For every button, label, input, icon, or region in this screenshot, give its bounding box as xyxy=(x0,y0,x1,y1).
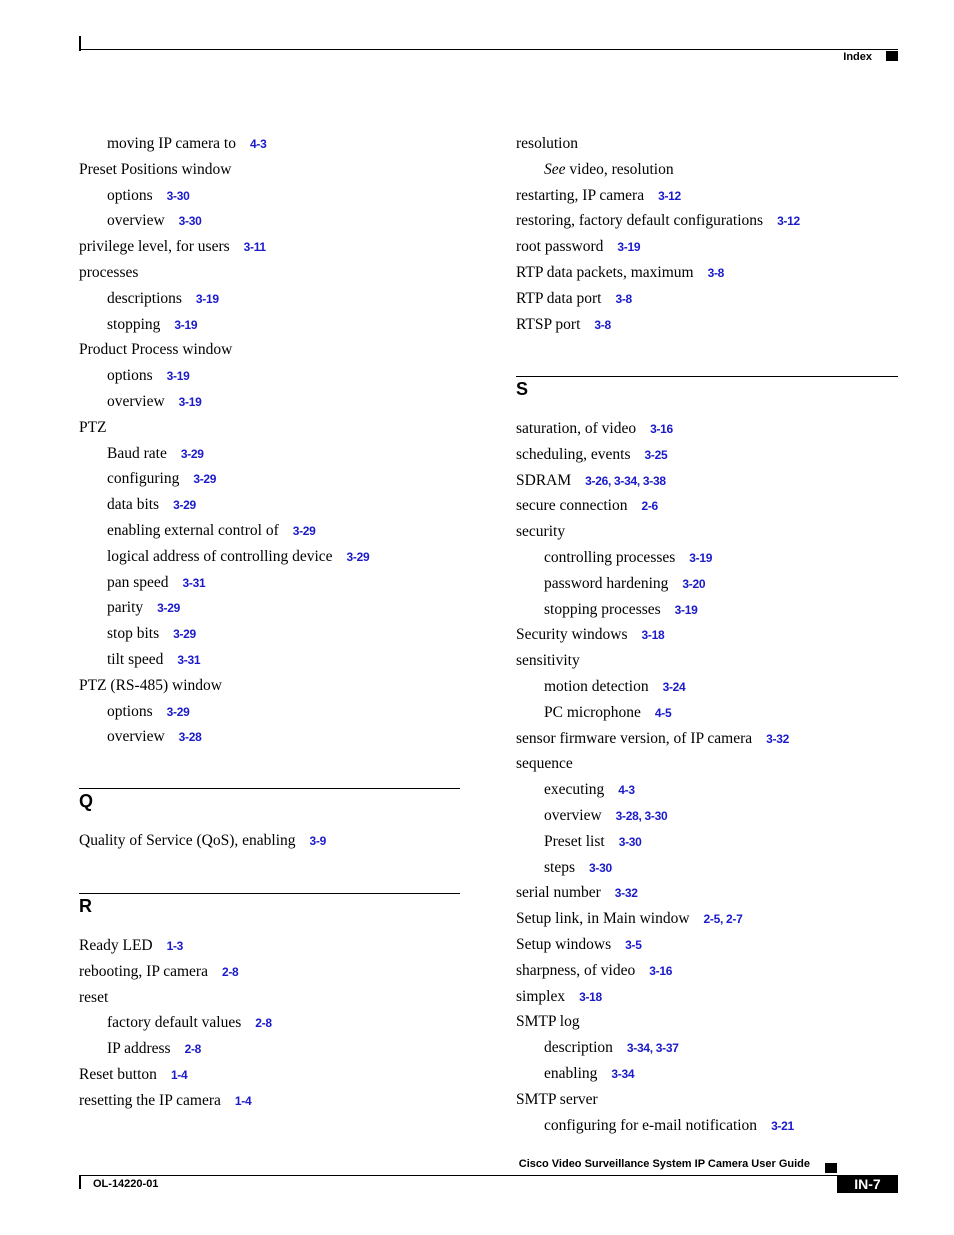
page-reference-link[interactable]: 3-9 xyxy=(309,834,326,848)
page-reference-link[interactable]: 2-8 xyxy=(255,1016,272,1031)
page-reference-link[interactable]: 3-28, 3-30 xyxy=(615,809,668,823)
index-term: privilege level, for users xyxy=(79,238,230,256)
index-entry xyxy=(79,418,107,438)
index-subentry xyxy=(107,315,197,335)
page-reference-link[interactable]: 3-19 xyxy=(178,395,202,409)
index-term: resetting the IP camera xyxy=(79,1091,221,1109)
index-term: tilt speed xyxy=(107,651,164,668)
index-term: Quality of Service (QoS), enabling xyxy=(79,832,296,849)
index-subentry xyxy=(107,134,266,154)
index-subentry xyxy=(544,1064,634,1084)
index-term: controlling processes xyxy=(544,549,676,566)
index-entry xyxy=(516,419,673,439)
index-term: RTP data port xyxy=(516,289,602,307)
page-reference-link[interactable]: 3-29 xyxy=(173,498,196,513)
page-reference-link[interactable]: 3-21 xyxy=(771,1118,794,1133)
section-rule-r xyxy=(79,893,460,894)
index-term: stop bits xyxy=(107,625,160,643)
index-term: serial number xyxy=(516,884,601,902)
header-section-label: Index xyxy=(843,51,872,63)
index-term: restoring, factory default configurations xyxy=(516,212,764,230)
page-reference-link[interactable]: 4-3 xyxy=(618,783,635,798)
index-term: security xyxy=(516,523,566,541)
index-term: sensitivity xyxy=(516,652,580,670)
index-term: steps xyxy=(544,858,575,876)
index-term: parity xyxy=(107,599,144,617)
page-reference-link[interactable]: 3-31 xyxy=(177,653,201,667)
index-term: Preset Positions window xyxy=(79,160,232,178)
index-term: PTZ xyxy=(79,418,107,436)
index-subentry xyxy=(107,469,216,489)
page-reference-link[interactable]: 3-8 xyxy=(707,266,725,280)
index-entry xyxy=(516,289,632,309)
page-reference-link[interactable]: 3-19 xyxy=(166,369,190,384)
index-entry xyxy=(79,1065,187,1085)
index-entry xyxy=(516,961,672,981)
page-reference-link[interactable]: 3-32 xyxy=(766,731,789,746)
page-reference-link[interactable]: 3-26, 3-34, 3-38 xyxy=(585,473,666,488)
page-reference-link[interactable]: 3-16 xyxy=(650,422,673,436)
index-subentry xyxy=(544,677,685,697)
index-entry xyxy=(516,729,789,749)
index-term: password hardening xyxy=(544,574,669,592)
index-entry xyxy=(516,987,602,1007)
section-letter-q: Q xyxy=(79,791,94,811)
page-reference-link[interactable]: 2-8 xyxy=(184,1042,202,1057)
index-entry xyxy=(516,754,573,774)
index-subentry xyxy=(107,495,196,515)
index-entry xyxy=(516,211,800,231)
page-reference-link[interactable]: 3-19 xyxy=(174,317,198,332)
index-subentry xyxy=(107,366,189,386)
index-entry xyxy=(79,263,138,283)
page-reference-link[interactable]: 3-28 xyxy=(178,730,202,745)
index-entry xyxy=(516,134,578,154)
index-subentry xyxy=(107,650,200,670)
index-subentry xyxy=(107,702,189,722)
index-entry xyxy=(79,237,266,257)
section-rule-s xyxy=(516,376,898,377)
index-subentry xyxy=(544,703,671,723)
index-term: overview xyxy=(107,728,165,746)
page-reference-link[interactable]: 3-29 xyxy=(173,627,196,642)
index-subentry xyxy=(107,289,219,309)
page-reference-link[interactable]: 3-24 xyxy=(662,680,686,694)
page-reference-link[interactable]: 3-8 xyxy=(594,317,611,332)
page-reference-link[interactable]: 3-29 xyxy=(157,601,180,616)
index-entry xyxy=(516,625,664,645)
index-term: PTZ (RS-485) window xyxy=(79,676,222,694)
page-reference-link[interactable]: 3-19 xyxy=(674,602,698,617)
header-rule xyxy=(79,49,898,50)
index-term: factory default values xyxy=(107,1014,242,1032)
index-subentry xyxy=(107,547,369,567)
page-reference-link[interactable]: 3-34, 3-37 xyxy=(626,1041,679,1056)
index-term: PC microphone xyxy=(544,703,641,721)
index-term: SMTP log xyxy=(516,1013,580,1031)
index-term: rebooting, IP camera xyxy=(79,962,208,980)
index-entry xyxy=(79,988,108,1008)
index-entry xyxy=(79,936,183,956)
page-reference-link[interactable]: 3-32 xyxy=(614,886,638,901)
index-term: secure connection xyxy=(516,497,628,515)
page-reference-link[interactable]: 1-4 xyxy=(170,1068,188,1082)
page-reference-link[interactable]: 3-8 xyxy=(615,291,632,306)
index-subentry xyxy=(544,1116,794,1136)
index-term: overview xyxy=(544,807,602,824)
page-reference-link[interactable]: 1-4 xyxy=(234,1093,252,1108)
index-term: video, resolution xyxy=(569,160,674,178)
page-reference-link[interactable]: 3-16 xyxy=(649,963,673,978)
see-reference-label: See xyxy=(544,160,566,178)
index-term: options xyxy=(107,186,153,204)
index-term: enabling xyxy=(544,1065,598,1082)
index-subentry xyxy=(107,186,189,206)
index-entry xyxy=(516,651,580,671)
index-term: Baud rate xyxy=(107,444,167,462)
index-subentry xyxy=(107,392,202,412)
index-term: pan speed xyxy=(107,573,169,591)
page-reference-link[interactable]: 3-19 xyxy=(617,240,641,255)
index-subentry xyxy=(107,211,202,231)
page-reference-link[interactable]: 3-29 xyxy=(193,472,217,487)
index-subentry xyxy=(544,780,635,800)
page-reference-link[interactable]: 3-34 xyxy=(611,1067,635,1081)
index-term: Setup link, in Main window xyxy=(516,910,690,928)
index-entry xyxy=(516,186,681,206)
index-term: stopping xyxy=(107,315,161,333)
index-term: SMTP server xyxy=(516,1090,598,1108)
page-reference-link[interactable]: 4-3 xyxy=(250,137,267,151)
index-subentry xyxy=(107,1039,201,1059)
index-subentry xyxy=(544,1038,679,1058)
index-term: executing xyxy=(544,781,605,799)
index-entry xyxy=(516,883,638,903)
page-reference-link[interactable]: 3-29 xyxy=(180,446,204,461)
index-subentry xyxy=(544,600,698,620)
index-term: enabling external control of xyxy=(107,522,279,539)
index-entry xyxy=(79,676,222,696)
index-term: sequence xyxy=(516,755,573,773)
index-term: options xyxy=(107,702,153,720)
index-subentry xyxy=(107,521,316,541)
page-reference-link[interactable]: 3-19 xyxy=(689,551,713,565)
page-reference-link[interactable]: 1-3 xyxy=(166,939,184,953)
index-subentry xyxy=(544,858,612,878)
index-entry xyxy=(516,1090,598,1110)
section-rule-q xyxy=(79,788,460,789)
footer-marker-block xyxy=(825,1163,837,1173)
page-reference-link[interactable]: 2-5, 2-7 xyxy=(703,912,743,927)
index-term: Setup windows xyxy=(516,936,612,953)
page-reference-link[interactable]: 3-30 xyxy=(589,860,612,875)
index-subentry xyxy=(107,444,204,464)
index-entry xyxy=(79,340,232,360)
index-term: stopping processes xyxy=(544,600,661,618)
index-subentry xyxy=(107,624,196,644)
index-term: Preset list xyxy=(544,832,605,850)
index-entry xyxy=(516,522,565,542)
index-term: processes xyxy=(79,264,139,281)
index-subentry xyxy=(544,548,712,568)
index-term: description xyxy=(544,1039,613,1057)
index-term: IP address xyxy=(107,1040,171,1058)
index-term: root password xyxy=(516,238,604,256)
index-term: overview xyxy=(107,212,165,230)
index-subentry xyxy=(544,832,642,852)
index-term: Product Process window xyxy=(79,341,233,359)
index-term: descriptions xyxy=(107,289,182,307)
index-entry xyxy=(516,445,667,465)
index-subentry xyxy=(107,598,180,618)
index-entry xyxy=(79,1091,251,1111)
section-letter-r: R xyxy=(79,896,92,916)
page-reference-link[interactable]: 3-5 xyxy=(625,938,642,952)
page-reference-link[interactable]: 3-12 xyxy=(658,188,681,203)
index-entry xyxy=(516,315,611,335)
index-entry xyxy=(516,237,640,257)
index-entry xyxy=(516,1012,580,1032)
index-entry xyxy=(516,909,742,929)
footer-guide-title: Cisco Video Surveillance System IP Camera User Guide xyxy=(518,1158,810,1170)
index-entry xyxy=(79,831,326,851)
footer-rule xyxy=(79,1175,898,1176)
footer-doc-number: OL-14220-01 xyxy=(93,1178,159,1190)
index-term: SDRAM xyxy=(516,471,572,489)
page-reference-link[interactable]: 2-8 xyxy=(221,964,239,979)
footer-rule-vertical xyxy=(79,1175,81,1189)
page-reference-link[interactable]: 3-11 xyxy=(243,240,266,255)
index-entry xyxy=(79,160,231,180)
index-term: simplex xyxy=(516,987,566,1005)
index-entry xyxy=(79,962,238,982)
page-reference-link[interactable]: 3-29 xyxy=(346,549,370,564)
index-entry xyxy=(516,935,642,955)
index-term: scheduling, events xyxy=(516,445,631,463)
index-term: resolution xyxy=(516,135,578,152)
page-reference-link[interactable]: 3-19 xyxy=(195,291,219,306)
page-reference-link[interactable]: 3-31 xyxy=(182,575,206,590)
page-reference-link[interactable]: 3-30 xyxy=(618,834,642,849)
index-subentry xyxy=(107,573,205,593)
page-reference-link[interactable]: 3-25 xyxy=(644,447,668,462)
page-reference-link[interactable]: 3-29 xyxy=(166,704,190,719)
index-term: logical address of controlling device xyxy=(107,547,333,565)
index-term: overview xyxy=(107,393,165,410)
section-letter-s: S xyxy=(516,379,529,399)
index-subentry xyxy=(544,160,674,180)
index-subentry xyxy=(107,727,202,747)
footer-page-number: IN-7 xyxy=(837,1175,898,1193)
page-reference-link[interactable]: 3-18 xyxy=(579,989,602,1004)
index-term: data bits xyxy=(107,496,160,514)
page-reference-link[interactable]: 4-5 xyxy=(654,705,672,720)
index-term: sensor firmware version, of IP camera xyxy=(516,729,753,747)
index-term: RTP data packets, maximum xyxy=(516,264,694,281)
index-subentry xyxy=(544,806,667,826)
index-term: sharpness, of video xyxy=(516,961,636,979)
index-term: motion detection xyxy=(544,678,649,695)
page-reference-link[interactable]: 3-20 xyxy=(682,576,706,591)
index-term: Security windows xyxy=(516,626,628,644)
page-reference-link[interactable]: 3-30 xyxy=(178,214,202,229)
page-reference-link[interactable]: 3-29 xyxy=(292,524,316,538)
index-entry xyxy=(516,471,666,491)
page-reference-link[interactable]: 3-12 xyxy=(777,214,800,229)
index-term: configuring for e-mail notification xyxy=(544,1116,758,1134)
index-entry xyxy=(516,496,658,516)
index-subentry xyxy=(544,574,705,594)
index-term: reset xyxy=(79,988,109,1006)
index-entry xyxy=(516,263,724,283)
index-term: restarting, IP camera xyxy=(516,186,645,204)
index-term: saturation, of video xyxy=(516,420,637,437)
index-term: configuring xyxy=(107,470,180,488)
index-term: RTSP port xyxy=(516,315,581,333)
index-term: Ready LED xyxy=(79,937,153,954)
index-term: moving IP camera to xyxy=(107,135,236,152)
page-reference-link[interactable]: 3-30 xyxy=(166,188,190,203)
index-term: options xyxy=(107,367,153,385)
index-term: Reset button xyxy=(79,1066,157,1083)
page-reference-link[interactable]: 2-6 xyxy=(641,499,658,514)
page-reference-link[interactable]: 3-18 xyxy=(641,628,665,643)
header-marker-block xyxy=(886,51,898,61)
index-subentry xyxy=(107,1013,272,1033)
